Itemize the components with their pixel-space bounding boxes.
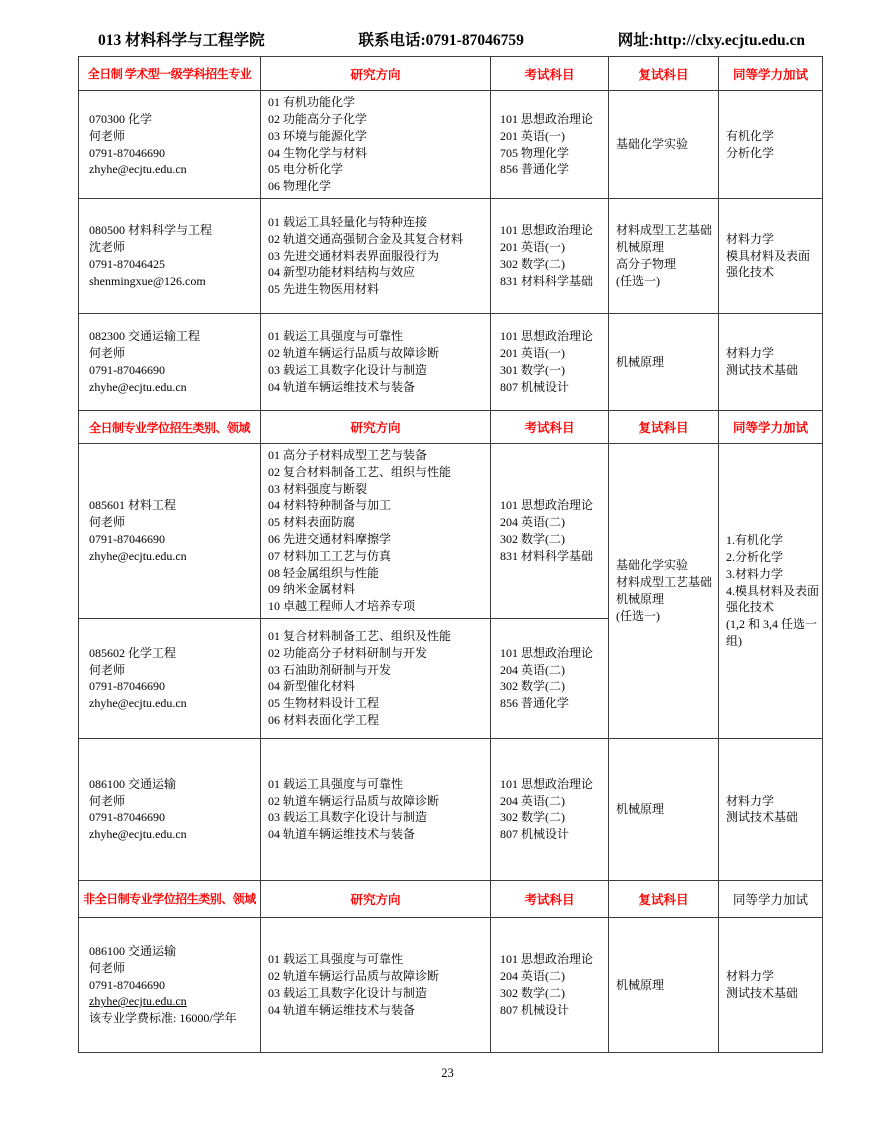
direction-item: 04 轨道车辆运维技术与装备 [268,1002,416,1017]
direction-item: 04 轨道车辆运维技术与装备 [268,827,416,842]
exam-subject-item: 807 机械设计 [500,1002,570,1017]
program-email-link[interactable]: zhyhe@ecjtu.edu.cn [89,994,187,1009]
direction-item: 01 有机功能化学 [268,95,356,110]
program-phone: 0791-87046690 [89,363,165,377]
exam-subject-item: 302 数学(二) [500,679,565,694]
program-code: 086100 交通运输 [89,776,177,791]
exam-subjects-cell [491,738,609,880]
column-header-addtest: 同等学力加试 [719,411,823,444]
table-row [79,738,823,880]
direction-item: 07 材料加工工艺与仿真 [268,548,392,563]
direction-item: 09 纳米金属材料 [268,582,356,597]
directions-cell [261,618,491,738]
program-phone: 0791-87046690 [89,977,165,992]
direction-item: 02 轨道车辆运行品质与故障诊断 [268,793,440,808]
exam-subjects-cell [491,199,609,314]
direction-item: 04 材料特种制备与加工 [268,498,392,513]
program-email: zhyhe@ecjtu.edu.cn [89,827,187,842]
direction-item: 03 环境与能源化学 [268,128,368,143]
program-code: 080500 材料科学与工程 [89,223,213,238]
section2-header-row [79,411,823,444]
addtest-subject-item: 材料力学 [726,793,775,808]
direction-item: 03 载运工具数字化设计与制造 [268,363,428,377]
exam-subject-item: 302 数学(二) [500,531,565,546]
program-teacher: 何老师 [89,662,126,677]
exam-subject-item: 705 物理化学 [500,145,570,160]
program-teacher: 何老师 [89,346,126,361]
direction-item: 06 物理化学 [268,179,332,194]
exam-subject-item: 831 材料科学基础 [500,548,594,563]
direction-item: 03 先进交通材料表界面服役行为 [268,248,440,263]
direction-item: 03 载运工具数字化设计与制造 [268,810,428,825]
section3-category-header: 非全日制专业学位招生类别、领域 [79,880,261,917]
exam-subject-item: 856 普通化学 [500,162,570,177]
program-email: shenmingxue@126.com [89,273,206,288]
retest-subject-item: 机械原理 [616,977,665,992]
college-title: 013 材料科学与工程学院 [98,32,265,49]
program-code: 085602 化学工程 [89,645,177,660]
direction-item: 02 功能高分子化学 [268,111,368,126]
addtest-subject-item: 2.分析化学 [726,549,784,564]
directions-cell [261,91,491,199]
directions-cell [261,314,491,411]
exam-subject-item: 101 思想政治理论 [500,329,594,344]
column-header-directions: 研究方向 [261,880,491,917]
program-email: zhyhe@ecjtu.edu.cn [89,548,187,563]
program-code: 085601 材料工程 [89,498,177,513]
direction-item: 02 轨道交通高强韧合金及其复合材料 [268,231,464,246]
direction-item: 02 轨道车辆运行品质与故障诊断 [268,969,440,984]
exam-subject-item: 807 机械设计 [500,827,570,842]
exam-subject-item: 101 思想政治理论 [500,498,594,513]
column-header-retest: 复试科目 [609,880,719,917]
addtest-subject-item: 分析化学 [726,145,775,160]
addtest-subject-item: 有机化学 [726,128,775,143]
addtest-subject-item: (1,2 和 3,4 任选一组) [726,617,817,648]
program-phone: 0791-87046690 [89,145,165,160]
program-teacher: 何老师 [89,793,126,808]
exam-subject-item: 204 英语(二) [500,662,565,677]
retest-subjects-cell [609,314,719,411]
column-header-exam: 考试科目 [491,880,609,917]
direction-item: 05 先进生物医用材料 [268,282,380,297]
program-cell [79,91,261,199]
retest-subjects-cell [609,738,719,880]
program-cell [79,738,261,880]
table-row [79,917,823,1052]
table-row [79,314,823,411]
direction-item: 03 石油助剂研制与开发 [268,662,392,677]
addtest-subject-item: 材料力学 [726,231,775,246]
exam-subject-item: 101 思想政治理论 [500,223,594,238]
column-header-directions: 研究方向 [261,411,491,444]
program-email: zhyhe@ecjtu.edu.cn [89,162,187,177]
direction-item: 01 载运工具强度与可靠性 [268,952,404,967]
direction-item: 04 生物化学与材料 [268,145,368,160]
addtest-subject-item: 1.有机化学 [726,533,784,548]
column-header-exam: 考试科目 [491,57,609,91]
direction-item: 01 载运工具强度与可靠性 [268,329,404,344]
addtest-subject-item: 测试技术基础 [726,363,799,377]
retest-subject-item: (任选一) [616,273,660,288]
exam-subject-item: 831 材料科学基础 [500,273,594,288]
addtest-subjects-cell [719,738,823,880]
section1-category-header: 全日制 学术型一级学科招生专业 [79,57,261,91]
exam-subjects-cell [491,917,609,1052]
retest-subject-item: 高分子物理 [616,257,677,271]
retest-subject-item: 材料成型工艺基础 [616,575,713,590]
program-cell [79,199,261,314]
direction-item: 06 材料表面化学工程 [268,713,380,728]
website-url: 网址:http://clxy.ecjtu.edu.cn [617,32,805,49]
exam-subject-item: 204 英语(二) [500,969,565,984]
exam-subjects-cell [491,314,609,411]
retest-subject-item: 机械原理 [616,240,665,255]
exam-subject-item: 302 数学(二) [500,985,565,1000]
directions-cell [261,444,491,619]
exam-subject-item: 302 数学(二) [500,257,565,271]
retest-subject-item: (任选一) [616,608,660,623]
direction-item: 03 材料强度与断裂 [268,481,368,496]
addtest-subject-item: 模具材料及表面强化技术 [726,248,811,280]
exam-subject-item: 204 英语(二) [500,793,565,808]
program-cell [79,314,261,411]
program-phone: 0791-87046425 [89,257,165,271]
program-phone: 0791-87046690 [89,531,165,546]
addtest-subject-item: 4.模具材料及表面强化技术 [726,583,820,615]
direction-item: 01 载运工具轻量化与特种连接 [268,215,428,229]
direction-item: 04 新型催化材料 [268,679,356,694]
retest-subject-item: 机械原理 [616,354,665,369]
direction-item: 04 新型功能材料结构与效应 [268,265,416,280]
program-teacher: 何老师 [89,515,126,530]
exam-subject-item: 201 英语(一) [500,240,565,255]
exam-subject-item: 101 思想政治理论 [500,111,594,126]
exam-subject-item: 201 英语(一) [500,128,565,143]
section3-header-row [79,880,823,917]
exam-subjects-cell [491,618,609,738]
program-cell [79,444,261,619]
direction-item: 04 轨道车辆运维技术与装备 [268,379,416,394]
addtest-subjects-cell [719,199,823,314]
program-teacher: 何老师 [89,960,126,975]
retest-subjects-merged-cell [609,444,719,739]
direction-item: 05 材料表面防腐 [268,515,356,530]
section1-header-row [79,57,823,91]
directions-cell [261,917,491,1052]
addtest-subject-item: 3.材料力学 [726,566,784,581]
program-phone: 0791-87046690 [89,679,165,694]
addtest-subject-item: 测试技术基础 [726,810,799,825]
addtest-subjects-cell [719,91,823,199]
exam-subjects-cell [491,91,609,199]
page-header [0,0,895,56]
exam-subject-item: 856 普通化学 [500,696,570,711]
table-row [79,199,823,314]
retest-subject-item: 机械原理 [616,591,665,606]
contact-phone: 联系电话:0791-87046759 [358,32,524,49]
program-code: 086100 交通运输 [89,943,177,958]
admissions-table [78,56,823,1053]
addtest-subject-item: 测试技术基础 [726,985,799,1000]
program-email: zhyhe@ecjtu.edu.cn [89,379,187,394]
retest-subject-item: 机械原理 [616,802,665,817]
direction-item: 02 轨道车辆运行品质与故障诊断 [268,346,440,361]
exam-subject-item: 201 英语(一) [500,346,565,361]
exam-subject-item: 302 数学(二) [500,810,565,825]
column-header-exam: 考试科目 [491,411,609,444]
direction-item: 03 载运工具数字化设计与制造 [268,985,428,1000]
exam-subjects-cell [491,444,609,619]
directions-cell [261,738,491,880]
program-phone: 0791-87046690 [89,810,165,825]
addtest-subjects-merged-cell [719,444,823,739]
addtest-subjects-cell [719,917,823,1052]
table-row [79,444,823,619]
addtest-subject-item: 材料力学 [726,969,775,984]
exam-subject-item: 204 英语(二) [500,515,565,530]
retest-subjects-cell [609,199,719,314]
exam-subject-item: 807 机械设计 [500,379,570,394]
column-header-retest: 复试科目 [609,411,719,444]
direction-item: 08 轻金属组织与性能 [268,565,380,580]
direction-item: 05 电分析化学 [268,162,344,177]
addtest-subjects-cell [719,314,823,411]
addtest-subject-item: 材料力学 [726,346,775,361]
direction-item: 05 生物材料设计工程 [268,696,380,711]
exam-subject-item: 101 思想政治理论 [500,776,594,791]
direction-item: 02 功能高分子材料研制与开发 [268,645,428,660]
direction-item: 01 高分子材料成型工艺与装备 [268,448,428,462]
direction-item: 06 先进交通材料摩擦学 [268,531,392,546]
page-number: 23 [441,1065,454,1080]
column-header-directions: 研究方向 [261,57,491,91]
exam-subject-item: 101 思想政治理论 [500,952,594,967]
column-header-addtest: 同等学力加试 [719,880,823,917]
program-email: zhyhe@ecjtu.edu.cn [89,696,187,711]
column-header-addtest: 同等学力加试 [719,57,823,91]
direction-item: 02 复合材料制备工艺、组织与性能 [268,464,452,479]
retest-subjects-cell [609,91,719,199]
column-header-retest: 复试科目 [609,57,719,91]
exam-subject-item: 101 思想政治理论 [500,645,594,660]
section2-category-header: 全日制专业学位招生类别、领域 [79,411,261,444]
program-teacher: 沈老师 [89,240,126,255]
direction-item: 01 载运工具强度与可靠性 [268,776,404,791]
program-teacher: 何老师 [89,128,126,143]
program-tuition-note: 该专业学费标准: 16000/学年 [89,1011,237,1026]
program-cell [79,917,261,1052]
retest-subjects-cell [609,917,719,1052]
program-code: 070300 化学 [89,111,153,126]
directions-cell [261,199,491,314]
retest-subject-item: 材料成型工艺基础 [616,223,713,238]
table-row [79,91,823,199]
exam-subject-item: 301 数学(一) [500,363,565,377]
retest-subject-item: 基础化学实验 [616,558,689,573]
program-cell [79,618,261,738]
program-code: 082300 交通运输工程 [89,329,201,344]
direction-item: 10 卓越工程师人才培养专项 [268,599,416,614]
direction-item: 01 复合材料制备工艺、组织及性能 [268,629,452,644]
retest-subject-item: 基础化学实验 [616,137,689,152]
